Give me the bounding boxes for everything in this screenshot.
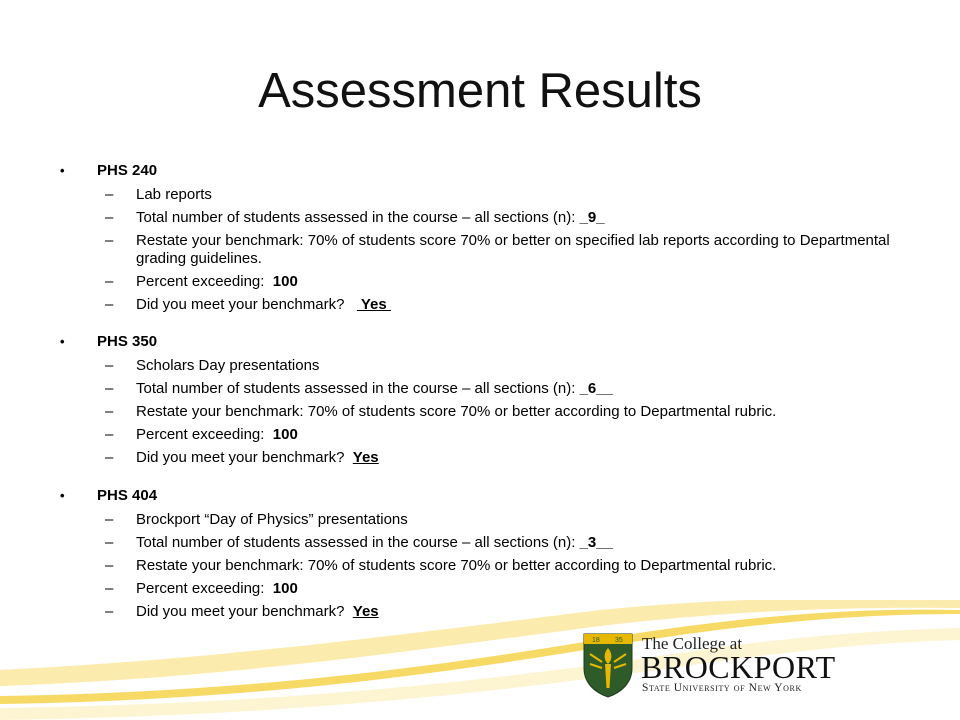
course-code: PHS 240: [97, 162, 158, 179]
dash-icon: –: [105, 186, 114, 203]
benchmark-met-value: Yes: [356, 296, 391, 313]
section-items: [60, 357, 900, 467]
list-item: [60, 603, 900, 621]
section-heading: [60, 485, 900, 506]
brockport-seal-icon: [580, 632, 636, 698]
logo-line3: State University of New York: [642, 682, 802, 694]
bullet-dot-icon: •: [60, 334, 65, 349]
course-section-phs404: [60, 485, 900, 621]
item-text: Scholars Day presentations: [136, 357, 320, 374]
list-item: [60, 449, 900, 467]
item-text: Did you meet your benchmark?: [136, 449, 353, 466]
item-text: Restate your benchmark: 70% of students score 70% or better according to Departmental rubric.: [136, 557, 777, 574]
logo-line1: The College at: [642, 634, 743, 653]
dash-icon: –: [105, 603, 114, 620]
dash-icon: –: [105, 449, 114, 466]
course-section-phs240: [60, 160, 900, 314]
item-text: Total number of students assessed in the course – all sections (n):: [136, 534, 580, 551]
dash-icon: –: [105, 209, 114, 226]
list-item: [60, 209, 900, 227]
list-item: [60, 186, 900, 204]
bullet-dot-icon: •: [60, 488, 65, 503]
list-item: [60, 426, 900, 444]
item-text: Restate your benchmark: 70% of students score 70% or better on specified lab reports according to Departmental grading guidelines.: [136, 232, 890, 267]
item-text: Total number of students assessed in the course – all sections (n):: [136, 209, 580, 226]
bullet-dot-icon: •: [60, 163, 65, 178]
list-item: [60, 534, 900, 552]
seal-year-right: 35: [615, 637, 623, 644]
dash-icon: –: [105, 403, 114, 420]
dash-icon: –: [105, 380, 114, 397]
dash-icon: –: [105, 511, 114, 528]
student-count-value: _9_: [579, 209, 605, 226]
section-items: [60, 511, 900, 621]
list-item: [60, 403, 900, 421]
student-count-value: _3__: [579, 534, 613, 551]
assessment-content: [60, 160, 900, 638]
section-heading: [60, 331, 900, 352]
percent-exceeding-value: 100: [272, 580, 298, 597]
list-item: [60, 273, 900, 291]
dash-icon: –: [105, 232, 114, 249]
dash-icon: –: [105, 357, 114, 374]
course-code: PHS 404: [97, 487, 158, 504]
list-item: [60, 296, 900, 314]
item-text: Restate your benchmark: 70% of students score 70% or better according to Departmental rubric.: [136, 403, 777, 420]
item-text: Percent exceeding:: [136, 273, 273, 290]
benchmark-met-value: Yes: [352, 449, 379, 466]
item-text: Brockport “Day of Physics” presentations: [136, 511, 408, 528]
dash-icon: –: [105, 296, 114, 313]
list-item: [60, 357, 900, 375]
list-item: [60, 580, 900, 598]
item-text: Did you meet your benchmark?: [136, 296, 357, 313]
section-heading: [60, 160, 900, 181]
list-item: [60, 557, 900, 575]
item-text: Percent exceeding:: [136, 426, 273, 443]
list-item: [60, 380, 900, 398]
dash-icon: –: [105, 557, 114, 574]
list-item: [60, 511, 900, 529]
item-text: Lab reports: [136, 186, 212, 203]
course-code: PHS 350: [97, 333, 158, 350]
item-text: Percent exceeding:: [136, 580, 273, 597]
percent-exceeding-value: 100: [272, 426, 298, 443]
percent-exceeding-value: 100: [272, 273, 298, 290]
page-title: Assessment Results: [258, 64, 702, 118]
dash-icon: –: [105, 580, 114, 597]
college-logo: [580, 632, 836, 698]
logo-line2: BROCKPORT: [641, 649, 836, 685]
item-text: Did you meet your benchmark?: [136, 603, 353, 620]
dash-icon: –: [105, 534, 114, 551]
course-section-phs350: [60, 331, 900, 467]
seal-year-left: 18: [592, 637, 600, 644]
section-items: [60, 186, 900, 314]
student-count-value: _6__: [579, 380, 613, 397]
benchmark-met-value: Yes: [352, 603, 379, 620]
dash-icon: –: [105, 426, 114, 443]
list-item: [60, 232, 900, 268]
item-text: Total number of students assessed in the course – all sections (n):: [136, 380, 580, 397]
dash-icon: –: [105, 273, 114, 290]
